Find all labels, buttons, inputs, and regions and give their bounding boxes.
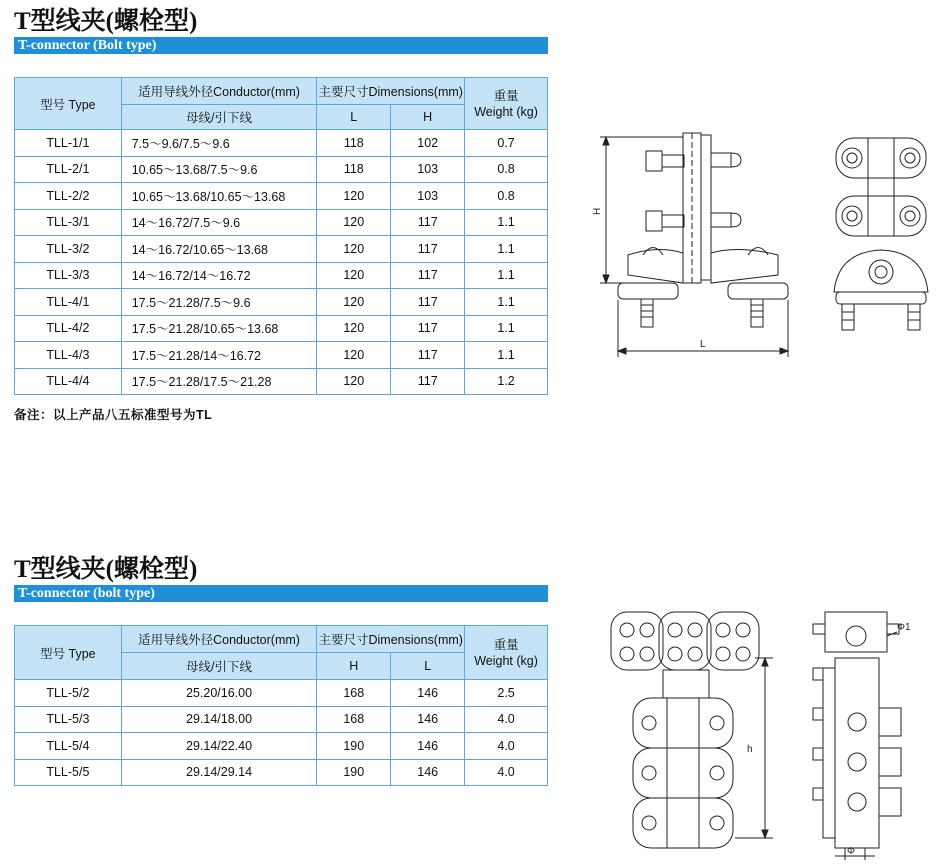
clamp-front-drawing	[605, 608, 780, 863]
cell-conductor: 14～16.72/10.65～13.68	[121, 236, 317, 263]
cell-conductor: 14～16.72/7.5～9.6	[121, 209, 317, 236]
cell-dim2: 117	[391, 209, 465, 236]
cell-conductor: 17.5～21.28/14～16.72	[121, 342, 317, 369]
footnote: 备注：以上产品八五标准型号为TL	[14, 408, 213, 422]
header-conductor-sub: 母线/引下线	[121, 653, 317, 680]
cell-dim1: 168	[317, 706, 391, 733]
cell-conductor: 17.5～21.28/7.5～9.6	[121, 289, 317, 316]
header-weight-en: Weight (kg)	[474, 653, 538, 668]
header-weight-cn: 重量	[493, 637, 519, 652]
cell-weight: 4.0	[465, 706, 548, 733]
cell-conductor: 14～16.72/14～16.72	[121, 262, 317, 289]
header-weight-cn: 重量	[493, 88, 519, 103]
header-dimensions: 主要尺寸Dimensions(mm)	[317, 78, 465, 105]
cell-dim1: 168	[317, 680, 391, 707]
cell-dim2: 117	[391, 262, 465, 289]
header-weight	[465, 78, 548, 130]
spec-table-1	[14, 77, 548, 395]
side-view-drawing	[588, 125, 803, 365]
cell-type: TLL-3/1	[15, 209, 122, 236]
label-h: h	[747, 744, 753, 755]
table-row	[15, 342, 548, 369]
cell-dim1: 120	[317, 183, 391, 210]
table-row	[15, 680, 548, 707]
table-row	[15, 262, 548, 289]
header-dim-h: H	[391, 105, 465, 130]
label-h: H	[592, 207, 603, 215]
cell-dim2: 117	[391, 289, 465, 316]
label-phi: Φ	[847, 846, 855, 857]
header-type: 型号 Type	[15, 78, 122, 130]
cell-dim2: 146	[391, 759, 465, 786]
header-conductor: 适用导线外径Conductor(mm)	[121, 78, 317, 105]
cell-dim2: 146	[391, 733, 465, 760]
cell-dim2: 102	[391, 130, 465, 157]
cell-dim1: 118	[317, 156, 391, 183]
section2-subtitle: T-connector (bolt type)	[14, 585, 548, 602]
cell-conductor: 29.14/22.40	[121, 733, 317, 760]
cell-dim1: 120	[317, 342, 391, 369]
cell-dim1: 120	[317, 236, 391, 263]
header-dim-h: H	[317, 653, 391, 680]
cell-dim2: 117	[391, 236, 465, 263]
cell-type: TLL-2/1	[15, 156, 122, 183]
cell-type: TLL-5/2	[15, 680, 122, 707]
cell-type: TLL-5/4	[15, 733, 122, 760]
cell-conductor: 17.5～21.28/17.5～21.28	[121, 368, 317, 395]
table-row	[15, 759, 548, 786]
cell-dim2: 117	[391, 342, 465, 369]
table-row	[15, 706, 548, 733]
cell-type: TLL-3/3	[15, 262, 122, 289]
cell-type: TLL-3/2	[15, 236, 122, 263]
table-row	[15, 733, 548, 760]
cell-dim2: 146	[391, 680, 465, 707]
cell-dim2: 103	[391, 156, 465, 183]
cell-weight: 1.1	[465, 289, 548, 316]
cell-weight: 0.8	[465, 183, 548, 210]
table-row	[15, 130, 548, 157]
cell-dim2: 103	[391, 183, 465, 210]
cell-weight: 0.7	[465, 130, 548, 157]
cell-dim2: 146	[391, 706, 465, 733]
header-conductor: 适用导线外径Conductor(mm)	[121, 626, 317, 653]
cell-conductor: 17.5～21.28/10.65～13.68	[121, 315, 317, 342]
cell-conductor: 25.20/16.00	[121, 680, 317, 707]
front-view-drawing	[828, 132, 938, 342]
cell-weight: 1.1	[465, 262, 548, 289]
table-row	[15, 156, 548, 183]
cell-type: TLL-2/2	[15, 183, 122, 210]
header-dim-l: L	[317, 105, 391, 130]
header-dim-l: L	[391, 653, 465, 680]
table-row	[15, 315, 548, 342]
section1-subtitle: T-connector (Bolt type)	[14, 37, 548, 54]
table-row	[15, 236, 548, 263]
cell-weight: 1.1	[465, 342, 548, 369]
table-row	[15, 289, 548, 316]
cell-type: TLL-1/1	[15, 130, 122, 157]
cell-type: TLL-5/3	[15, 706, 122, 733]
cell-weight: 0.8	[465, 156, 548, 183]
cell-dim1: 120	[317, 315, 391, 342]
cell-weight: 1.2	[465, 368, 548, 395]
cell-dim2: 117	[391, 315, 465, 342]
cell-dim1: 118	[317, 130, 391, 157]
cell-conductor: 29.14/18.00	[121, 706, 317, 733]
cell-weight: 4.0	[465, 759, 548, 786]
header-dimensions: 主要尺寸Dimensions(mm)	[317, 626, 465, 653]
section2-title: T型线夹(螺栓型)	[14, 556, 198, 583]
header-conductor-sub: 母线/引下线	[121, 105, 317, 130]
table-row	[15, 209, 548, 236]
cell-weight: 2.5	[465, 680, 548, 707]
cell-conductor: 7.5～9.6/7.5～9.6	[121, 130, 317, 157]
cell-weight: 4.0	[465, 733, 548, 760]
cell-dim2: 117	[391, 368, 465, 395]
cell-dim1: 120	[317, 209, 391, 236]
section1-title: T型线夹(螺栓型)	[14, 8, 198, 35]
table-row	[15, 368, 548, 395]
header-weight	[465, 626, 548, 680]
clamp-side-drawing	[805, 608, 930, 863]
header-type: 型号 Type	[15, 626, 122, 680]
cell-dim1: 120	[317, 289, 391, 316]
cell-dim1: 120	[317, 368, 391, 395]
cell-type: TLL-4/3	[15, 342, 122, 369]
cell-type: TLL-5/5	[15, 759, 122, 786]
table-row	[15, 183, 548, 210]
cell-weight: 1.1	[465, 236, 548, 263]
cell-dim1: 190	[317, 759, 391, 786]
header-weight-en: Weight (kg)	[474, 104, 538, 119]
cell-conductor: 29.14/29.14	[121, 759, 317, 786]
label-phi1: Φ1	[897, 622, 911, 633]
cell-conductor: 10.65～13.68/10.65～13.68	[121, 183, 317, 210]
cell-weight: 1.1	[465, 209, 548, 236]
cell-dim1: 120	[317, 262, 391, 289]
cell-type: TLL-4/2	[15, 315, 122, 342]
cell-type: TLL-4/1	[15, 289, 122, 316]
cell-type: TLL-4/4	[15, 368, 122, 395]
cell-dim1: 190	[317, 733, 391, 760]
cell-conductor: 10.65～13.68/7.5～9.6	[121, 156, 317, 183]
label-l: L	[700, 339, 706, 350]
spec-table-2	[14, 625, 548, 786]
cell-weight: 1.1	[465, 315, 548, 342]
